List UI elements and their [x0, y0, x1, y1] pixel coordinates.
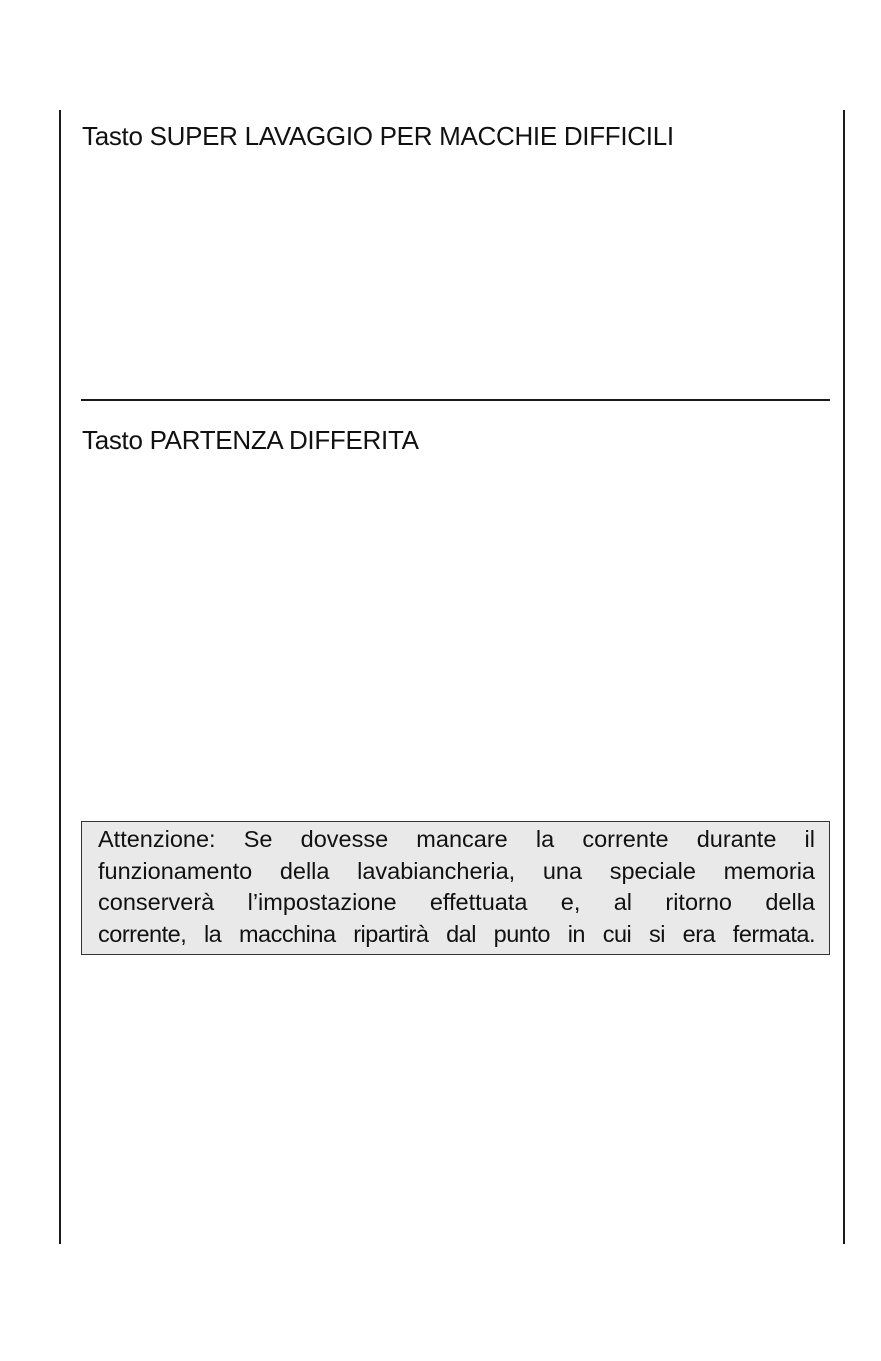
notice-line: corrente, la macchina ripartirà dal punto in cui si era fermata. [98, 920, 815, 947]
left-margin-rule [59, 110, 61, 1244]
section-divider [81, 399, 830, 401]
notice-line: funzionamento della lavabiancheria, una speciale memoria [98, 857, 815, 884]
section-heading-super-lavaggio: Tasto SUPER LAVAGGIO PER MACCHIE DIFFICILI [82, 121, 674, 151]
notice-line: conserverà l’impostazione effettuata e, al ritorno della [98, 889, 815, 915]
right-margin-rule [843, 110, 845, 1244]
notice-line: Attenzione: Se dovesse mancare la corrente durante il [98, 826, 815, 852]
power-failure-notice [81, 821, 830, 955]
section-heading-partenza-differita: Tasto PARTENZA DIFFERITA [82, 425, 419, 455]
